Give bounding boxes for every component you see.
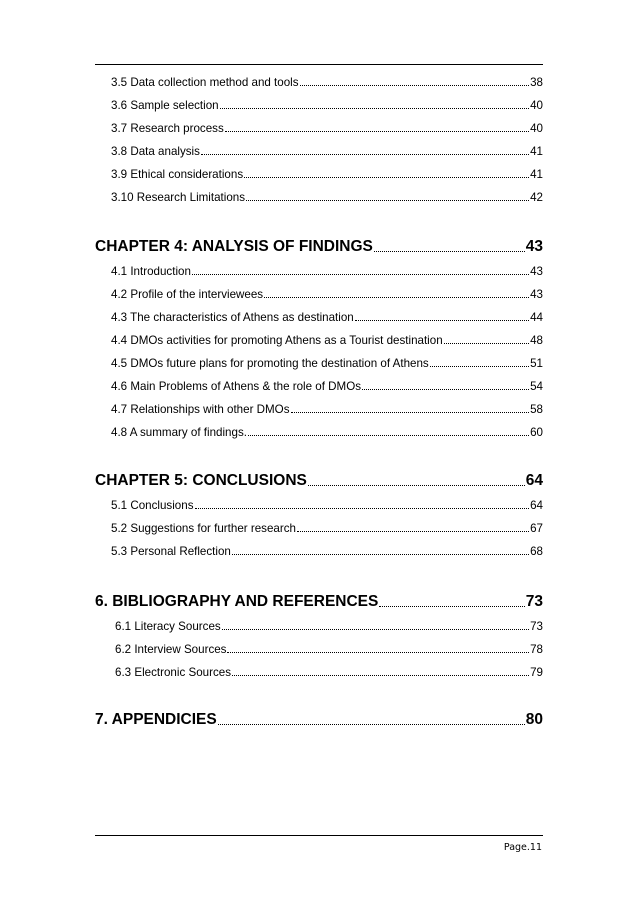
toc-entry-4-7[interactable] [111, 403, 543, 416]
leader-dots [195, 508, 530, 509]
toc-entry-page: 42 [530, 191, 543, 204]
toc-entry-4-3[interactable] [111, 311, 543, 324]
toc-chapter-6[interactable] [95, 593, 543, 611]
leader-dots [362, 389, 529, 390]
toc-entry-label: 5.1 Conclusions [111, 499, 194, 512]
toc-entry-page: 41 [530, 168, 543, 181]
chapter-page: 80 [525, 711, 543, 728]
leader-dots [379, 606, 524, 607]
toc-entry-label: 3.5 Data collection method and tools [111, 76, 299, 89]
toc-entry-page: 68 [530, 545, 543, 558]
leader-dots [222, 629, 529, 630]
toc-entry-label: 6.3 Electronic Sources [115, 666, 231, 679]
toc-entry-4-4[interactable] [111, 334, 543, 347]
toc-entry-page: 41 [530, 145, 543, 158]
toc-entry-4-8[interactable] [111, 426, 543, 439]
header-rule [95, 64, 543, 65]
toc-entry-3-5[interactable] [111, 76, 543, 89]
leader-dots [374, 251, 525, 252]
leader-dots [246, 200, 529, 201]
toc-entry-3-7[interactable] [111, 122, 543, 135]
toc-chapter-4[interactable] [95, 238, 543, 256]
toc-entry-page: 60 [530, 426, 543, 439]
page-number: Page.11 [503, 842, 542, 853]
leader-dots [218, 724, 525, 725]
chapter-page: 43 [525, 238, 543, 255]
chapter-title: 7. APPENDICIES [95, 711, 217, 728]
footer-rule [95, 835, 543, 836]
toc-entry-3-9[interactable] [111, 168, 543, 181]
toc-entry-page: 67 [530, 522, 543, 535]
toc-entry-label: 3.7 Research process [111, 122, 224, 135]
toc-entry-label: 4.4 DMOs activities for promoting Athens as a Tourist destination [111, 334, 443, 347]
toc-entry-label: 3.9 Ethical considerations [111, 168, 244, 181]
toc-entry-label: 4.8 A summary of findings. [111, 426, 247, 439]
chapter-page: 64 [525, 472, 543, 489]
toc-entry-page: 64 [530, 499, 543, 512]
toc-entry-page: 79 [530, 666, 543, 679]
toc-entry-label: 4.2 Profile of the interviewees [111, 288, 264, 301]
leader-dots [244, 177, 529, 178]
chapter-title: CHAPTER 4: ANALYSIS OF FINDINGS [95, 238, 373, 255]
leader-dots [248, 435, 529, 436]
leader-dots [297, 531, 529, 532]
toc-entry-label: 5.3 Personal Reflection [111, 545, 231, 558]
toc-entry-page: 48 [530, 334, 543, 347]
leader-dots [355, 320, 529, 321]
toc-entry-4-2[interactable] [111, 288, 543, 301]
toc-entry-4-1[interactable] [111, 265, 543, 278]
leader-dots [201, 154, 529, 155]
toc-entry-label: 3.10 Research Limitations [111, 191, 246, 204]
toc-entry-5-3[interactable] [111, 545, 543, 558]
toc-entry-label: 3.8 Data analysis [111, 145, 200, 158]
toc-entry-label: 3.6 Sample selection [111, 99, 219, 112]
leader-dots [300, 85, 530, 86]
toc-entry-5-2[interactable] [111, 522, 543, 535]
toc-entry-label: 6.2 Interview Sources [115, 643, 227, 656]
toc-entry-page: 43 [530, 288, 543, 301]
leader-dots [225, 131, 529, 132]
chapter-title: 6. BIBLIOGRAPHY AND REFERENCES [95, 593, 379, 610]
leader-dots [291, 412, 530, 413]
toc-entry-label: 5.2 Suggestions for further research [111, 522, 296, 535]
leader-dots [308, 485, 525, 486]
toc-entry-page: 54 [530, 380, 543, 393]
toc-entry-page: 43 [530, 265, 543, 278]
toc-entry-page: 38 [530, 76, 543, 89]
toc-entry-label: 6.1 Literacy Sources [115, 620, 221, 633]
leader-dots [192, 274, 529, 275]
toc-entry-page: 58 [530, 403, 543, 416]
chapter-page: 73 [525, 593, 543, 610]
toc-entry-6-3[interactable] [115, 666, 543, 679]
toc-entry-page: 73 [530, 620, 543, 633]
toc-entry-3-8[interactable] [111, 145, 543, 158]
toc-entry-page: 51 [530, 357, 543, 370]
toc-entry-4-6[interactable] [111, 380, 543, 393]
toc-entry-label: 4.3 The characteristics of Athens as destination [111, 311, 354, 324]
leader-dots [232, 675, 529, 676]
leader-dots [264, 297, 529, 298]
toc-entry-label: 4.7 Relationships with other DMOs [111, 403, 290, 416]
leader-dots [220, 108, 529, 109]
toc-entry-4-5[interactable] [111, 357, 543, 370]
toc-entry-page: 44 [530, 311, 543, 324]
toc-entry-page: 40 [530, 122, 543, 135]
toc-entry-6-2[interactable] [115, 643, 543, 656]
toc-entry-page: 78 [530, 643, 543, 656]
toc-entry-6-1[interactable] [115, 620, 543, 633]
toc-entry-3-10[interactable] [111, 191, 543, 204]
toc-entry-label: 4.6 Main Problems of Athens & the role of DMOs [111, 380, 362, 393]
toc-entry-label: 4.1 Introduction [111, 265, 191, 278]
toc-chapter-5[interactable] [95, 472, 543, 490]
leader-dots [444, 343, 529, 344]
toc-entry-label: 4.5 DMOs future plans for promoting the destination of Athens [111, 357, 429, 370]
toc-entry-page: 40 [530, 99, 543, 112]
leader-dots [227, 652, 529, 653]
chapter-title: CHAPTER 5: CONCLUSIONS [95, 472, 307, 489]
leader-dots [430, 366, 529, 367]
toc-entry-3-6[interactable] [111, 99, 543, 112]
toc-chapter-7[interactable] [95, 711, 543, 729]
leader-dots [232, 554, 529, 555]
toc-entry-5-1[interactable] [111, 499, 543, 512]
